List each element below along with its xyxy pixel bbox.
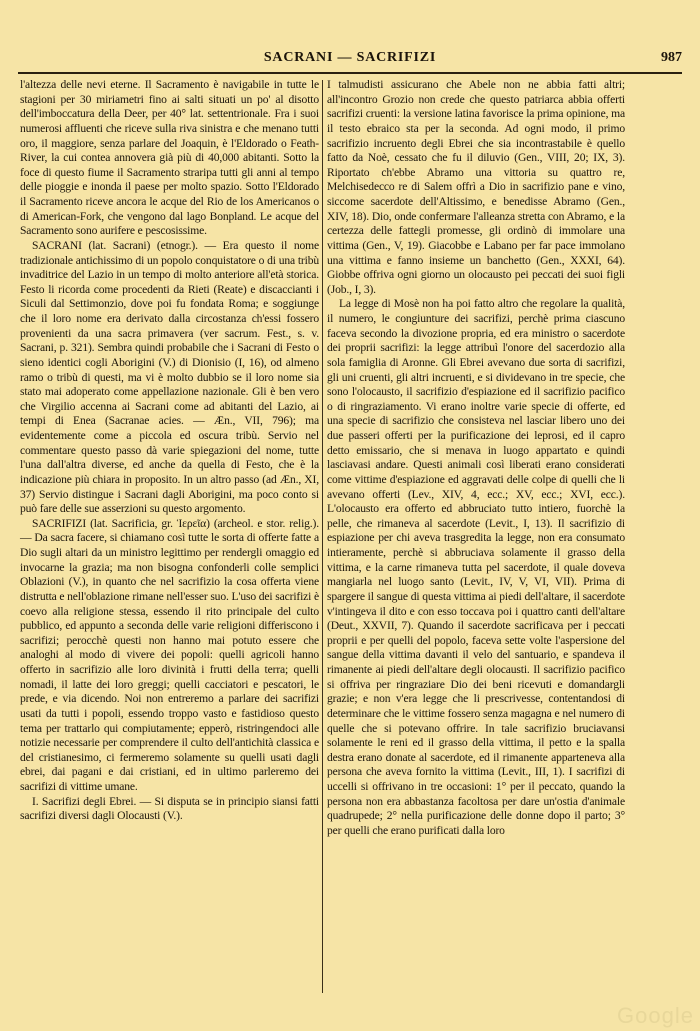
right-column: [327, 78, 625, 839]
left-column: [20, 78, 319, 824]
column-divider: [322, 80, 323, 993]
paragraph-ebrei-heading: I. Sacrifizi degli Ebrei. — Si disputa se in principio siansi fatti sacrifizi diversi dagli Olocausti (V.).: [20, 794, 319, 823]
paragraph-talmudisti: I talmudisti assicurano che Abele non ne abbia fatti altri; all'incontro Grozio non crede che questo patriarca abbia offerti sacrifizi cruenti: la versione latina favorisce la prima opinione, ma il testo ebraico sta per la seconda. Ad ogni modo, il primo sacrifizio incruento degli Ebrei che sia incontrastabile è quello fatto da Noè, cessato che fu il diluvio (Gen., VIII, 20; IX, 3). Riportato ch'ebbe Abramo una vittoria su quattro re, Melchisedecco re di Salem offrì a Dio in sacrifizio pane e vino, siccome sacerdote dell'Altissimo, e benedisse Abramo (Gen., XIV, 18). Dio, onde confermare l'alleanza stretta con Abramo, e la certezza delle fattegli promesse, gli ordinò di immolare una vittima (Gen., V, 19). Giacobbe e Labano per far pace immolano una vittima e fanno insieme un banchetto (Gen., XXXI, 64). Giobbe offriva ogni giorno un olocausto pei peccati dei suoi figli (Job., I, 3).: [327, 78, 625, 296]
running-header: [18, 50, 682, 70]
header-rule: [18, 72, 682, 74]
paragraph-sacrani: SACRANI (lat. Sacrani) (etnogr.). — Era questo il nome tradizionale antichissimo di un popolo conquistatore o di una tribù invaditrice del Lazio in un tempo di molto anteriore all'età storica. Festo li ricorda come procedenti da Rieti (Reate) e discaccianti i Siculi dal Settimonzio, dove poi fu fondata Roma; e soggiunge che il loro nome era derivato dalla circostanza ch'essi fossero provenienti da una sacra primavera (ver sacrum. Fest., s. v. Sacrani, p. 321). Sembra quindi probabile che i Sacrani di Festo o sieno identici cogli Aborigini (V.) di Dionisio (I, 16), od almeno ramo o tribù di questi, ma vi è molto dubbio se il loro nome sia stato mai adoperato come appellazione nazionale. Gli è ben vero che Virgilio accenna ai Sacrani come ad abitanti del Lazio, ai tempi di Enea (Sacranae acies. — Æn., VII, 796); ma evidentemente come a piccola ed oscura tribù. Servio nel commentare questo passo dà varie spiegazioni del nome, tutte l'una dall'altra diverse, ed anche da quella di Festo, che è la indicazione più chiara in proposito. In un altro passo (ad Æn., XI, 37) Servio distingue i Sacrani dagli Aborigini, ma poco conto si può fare delle sue asserzioni su questo argomento.: [20, 238, 319, 516]
paragraph-sacramento: l'altezza delle nevi eterne. Il Sacramento è navigabile in tutte le stagioni per 30 miriametri fino ai salti situati un po' al disotto dell'imboccatura della Deer, per 40° lat. settentrionale. Fra i suoi numerosi affluenti che riceve sulla riva sinistra e che menano tutti oro, il maggiore, senza parlare del Joaquin, è l'Eldorado o Feath-River, la cui contea annovera già più di 40,000 abitanti. Sotto la foce di questo fiume il Sacramento straripa tutti gli anni al tempo delle pioggie e inonda il paese per molto spazio. Sotto l'Eldorado il Sacramento riceve ancora le acque del Rio de los Americanos o di American-Fork, che vengono dal lago Bonpland. Le acque del Sacramento sono aurifere e pescosissime.: [20, 78, 319, 238]
paragraph-sacrifizi: SACRIFIZI (lat. Sacrificia, gr. Ἱερεῖα) (archeol. e stor. relig.). — Da sacra facere, si chiamano così tutte le sorta di offerte fatte a Dio sugli altari da un ministro legittimo per rendergli omaggio ed invocarne la grazia; ma non bisogna confonderli colle semplici Oblazioni (V.), in quanto che nel sacrifizio la cosa offerta viene distrutta e nell'oblazione rimane nell'esser suo. L'uso dei sacrifizi è coevo alla religione stessa, essendo il rito principale del culto pubblico, ed appunto a seconda delle varie religioni differiscono i sacrifizi; perocchè questi non hanno mai potuto essere che analoghi al modo di vivere dei popoli: quelli agricoli hanno offerto in sacrifizio alle loro divinità i frutti della terra; quelli nomadi, il latte dei loro greggi; quelli cacciatori e pescatori, le prede, e via dicendo. Noi non entreremo a parlare dei sacrifizi usati da tutti i popoli, essendo troppo vasto e fastidioso questo tema per trattarlo qui compiutamente; epperò, ristringendoci alle notizie necessarie per comprendere il culto dell'antichità classica e del cristianesimo, ci fermeremo solamente su quelli usati dagli ebrei, dai pagani e dai cristiani, ed in ultimo parleremo dei sacrifizi di vittime umane.: [20, 516, 319, 793]
google-watermark: Google: [617, 1003, 694, 1028]
header-title: SACRANI — SACRIFIZI: [263, 50, 437, 65]
paragraph-legge-mose: La legge di Mosè non ha poi fatto altro che regolare la qualità, il numero, le congiunture dei sacrifizi, perchè prima ciascuno faceva secondo la divozione propria, ed era ministro o sacerdote dei proprii sacrifizi: la legge attribuì l'onore del sacerdozio alla sola famiglia di Aronne. Gli Ebrei avevano due sorta di sacrifizi, gli uni cruenti, gli altri incruenti, e si dividevano in tre specie, che sono l'olocausto, il sacrifizio d'espiazione ed il sacrifizio pacifico o di ringraziamento. Vi erano inoltre varie specie di offerte, ed una specie di sacrifizio che consisteva nel lasciar libero uno dei due passeri offerti per la purificazione dei leprosi, ed il capro detto emissario, che si menava in luogo appartato e quindi lasciavasi andare. Questi animali così liberati erano considerati come vittime d'espiazione ed aggravati delle colpe di quelli che li avevano offerti (Lev., XIV, 4, ecc.; XV, ecc.; XVI, ecc.). L'olocausto era offerto ed abbruciato tutto intiero, fuorchè la pelle, che rimaneva al sacerdote (Levit., I, 13). Il sacrifizio di espiazione per chi aveva trasgredita la legge, non era consumato intieramente, perchè si abbruciava solamente il grasso della vittima, e la carne rimaneva tutta pel sacerdote, il quale doveva mangiarla nel luogo santo (Levit., IV, V, VI, VII). Prima di spargere il sangue di questa vittima ai piedi dell'altare, il sacerdote v'intingeva il dito e con esso toccava poi i quattro canti dell'altare (Deut., XXVII, 7). Quando il sacerdote sacrificava per i peccati proprii e per quelli del popolo, faceva sette volte l'aspersione del sangue della vittima davanti il velo del santuario, e spandeva il rimanente ai piedi dell'altare degli olocausti. Il sacrifizio pacifico si offriva per ringraziare Dio dei beni ricevuti e domandargli grazie; e non v'era legge che li prescrivesse, contentandosi di determinare che le vittime fossero senza magagna e nel numero di quelle che si potevano offrire. In tale sacrifizio bruciavansi solamente le reni ed il grasso della vittima, il petto e la spalla destra erano donate al sacerdote, ed il rimanente apparteneva alla persona che aveva fornito la vittima (Levit., III, 1). I sacrifizi di uccelli si offrivano in tre occasioni: 1° per il peccato, quando la persona non era abbastanza facoltosa per dare un'ostia d'animale quadrupede; 2° nella purificazione delle donne dopo il parto; 3° per quelli che erano purificati dalla loro: [327, 297, 625, 837]
page-number: 987: [661, 50, 682, 65]
